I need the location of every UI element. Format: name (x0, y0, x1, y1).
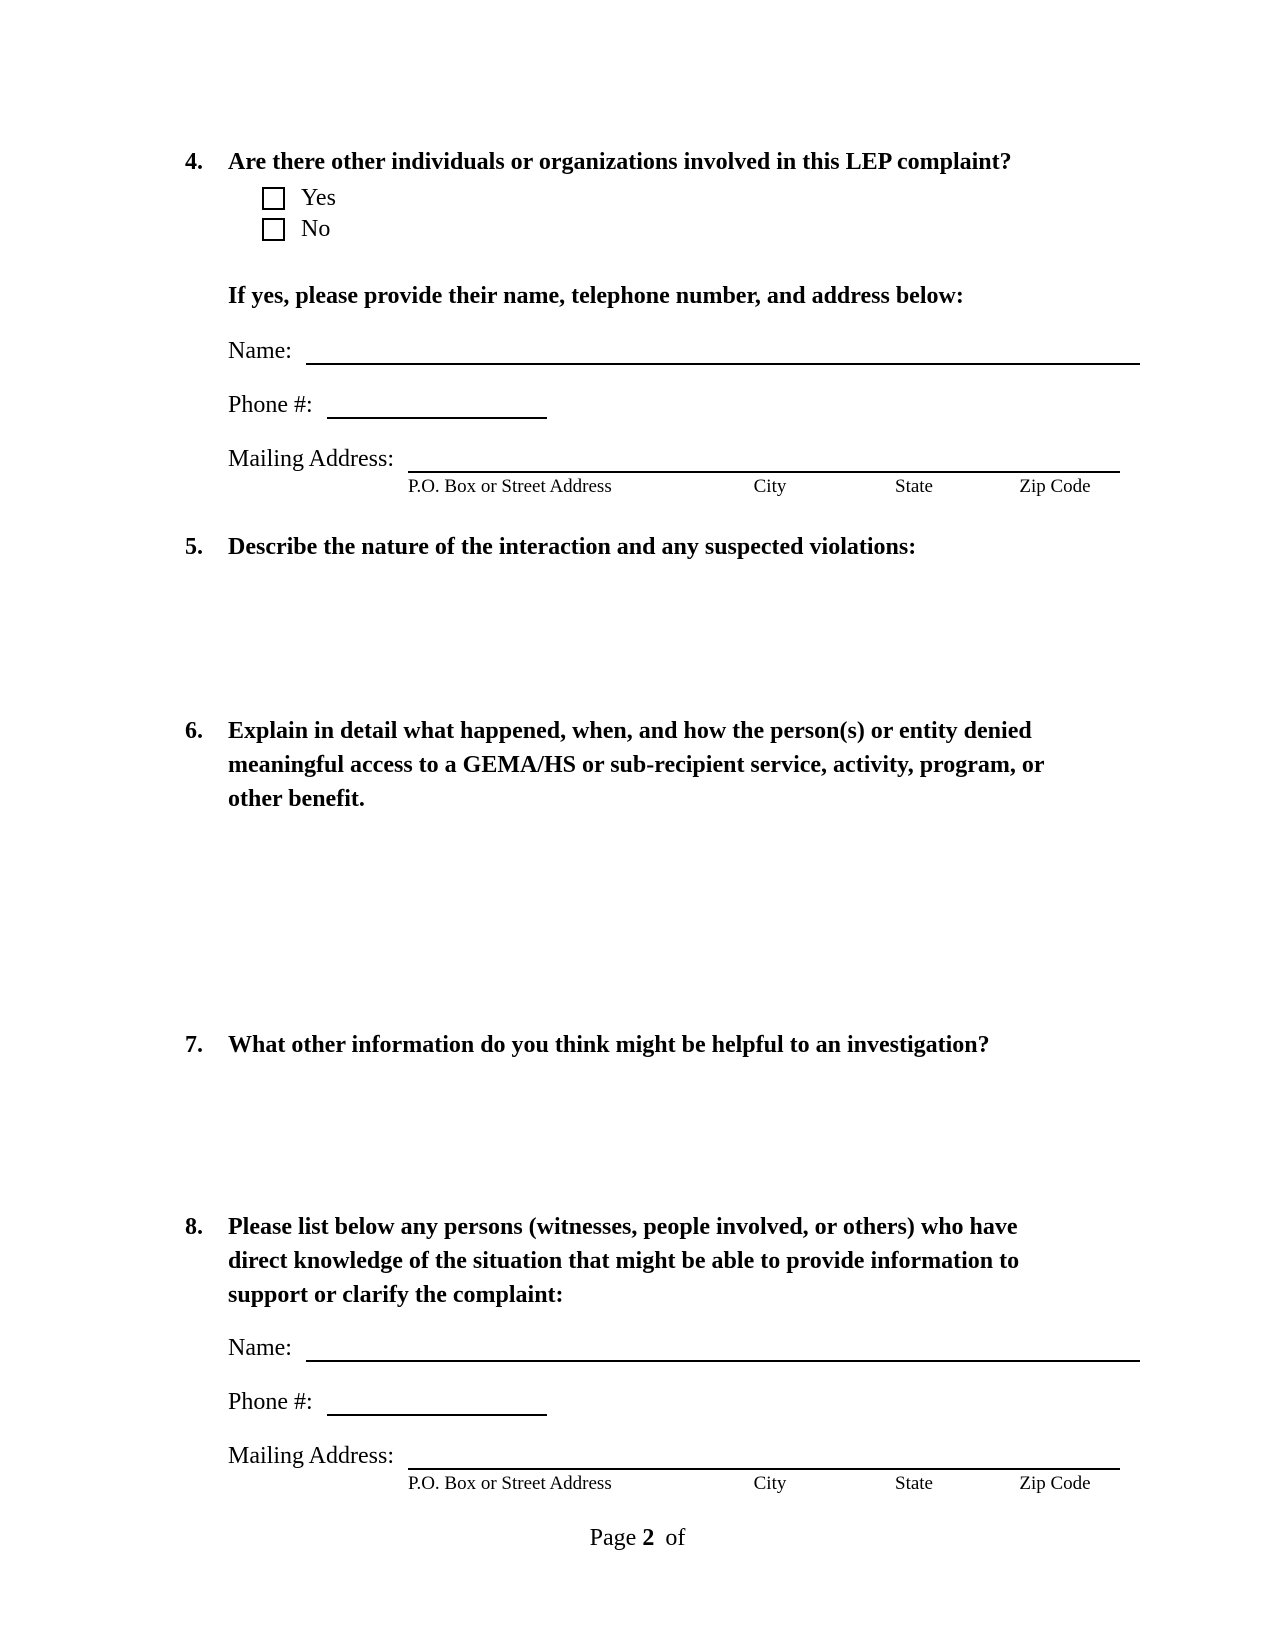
witness-name-row (228, 1334, 1140, 1362)
question-6-text: Explain in detail what happened, when, and how the person(s) or entity denied meaningful access to a GEMA/HS or sub-recipient service, activity, program, or other benefit. (228, 718, 1045, 812)
witness-mailing-address-label: Mailing Address: (228, 1443, 394, 1469)
question-7-number: 7. (185, 1032, 203, 1058)
contact-mailing-row (228, 445, 1140, 473)
question-4-text: Are there other individuals or organizations involved in this LEP complaint? (228, 149, 1012, 175)
question-4-number: 4. (185, 149, 203, 175)
witness-sublabel-state: State (895, 1473, 933, 1494)
address-sublabels-row (185, 476, 1140, 498)
question-8-text: Please list below any persons (witnesses, people involved, or others) who have direct knowledge of the situation that might be able to provide information to support or clarify the complaint: (228, 1214, 1020, 1308)
if-yes-instruction: If yes, please provide their name, telephone number, and address below: (228, 283, 964, 309)
question-5-heading (185, 530, 1140, 564)
witness-name-label: Name: (228, 1335, 292, 1361)
page-footer-of: of (665, 1525, 686, 1551)
phone-input-line[interactable] (327, 391, 547, 419)
question-8-heading (185, 1210, 1140, 1312)
question-4-heading (185, 145, 1140, 179)
no-checkbox[interactable] (262, 218, 285, 241)
question-7-section (185, 1028, 1140, 1062)
option-no-row[interactable] (262, 214, 1140, 245)
question-4-options (185, 183, 1140, 245)
yes-checkbox[interactable] (262, 187, 285, 210)
witness-address-sublabels-row (185, 1473, 1140, 1495)
witness-sublabel-city: City (753, 1473, 787, 1494)
sublabel-zip-code: Zip Code (1019, 476, 1091, 497)
page-footer-label: Page (589, 1525, 637, 1551)
sublabel-city: City (753, 476, 787, 497)
no-checkbox-label: No (301, 216, 331, 242)
question-5-text: Describe the nature of the interaction and any suspected violations: (228, 534, 917, 560)
witness-phone-label: Phone #: (228, 1389, 313, 1415)
sublabel-street-address: P.O. Box or Street Address (408, 476, 612, 497)
contact-name-row (228, 337, 1140, 365)
question-6-section (185, 714, 1140, 816)
question-8-section (185, 1210, 1140, 1495)
question-5-section (185, 530, 1140, 564)
page-footer (135, 1521, 1140, 1555)
question-7-text: What other information do you think might be helpful to an investigation? (228, 1032, 990, 1058)
name-label: Name: (228, 338, 292, 364)
witness-sublabel-zip-code: Zip Code (1019, 1473, 1091, 1494)
witness-mailing-address-input-line[interactable] (408, 1442, 1120, 1470)
contact-phone-row (228, 391, 1140, 419)
question-5-number: 5. (185, 534, 203, 560)
witness-mailing-row (228, 1442, 1140, 1470)
mailing-address-input-line[interactable] (408, 445, 1120, 473)
yes-checkbox-label: Yes (301, 185, 336, 211)
witness-sublabel-street-address: P.O. Box or Street Address (408, 1473, 612, 1494)
question-7-heading (185, 1028, 1140, 1062)
question-6-number: 6. (185, 718, 203, 744)
question-4-contact-fields (185, 337, 1140, 473)
option-yes-row[interactable] (262, 183, 1140, 214)
question-8-number: 8. (185, 1214, 203, 1240)
witness-phone-row (228, 1388, 1140, 1416)
witness-name-input-line[interactable] (306, 1334, 1140, 1362)
question-6-heading (185, 714, 1140, 816)
witness-phone-input-line[interactable] (327, 1388, 547, 1416)
sublabel-state: State (895, 476, 933, 497)
question-4-section (185, 145, 1140, 498)
question-8-contact-fields (185, 1334, 1140, 1470)
mailing-address-label: Mailing Address: (228, 446, 394, 472)
name-input-line[interactable] (306, 337, 1140, 365)
phone-label: Phone #: (228, 392, 313, 418)
page-number: 2 (642, 1525, 655, 1551)
